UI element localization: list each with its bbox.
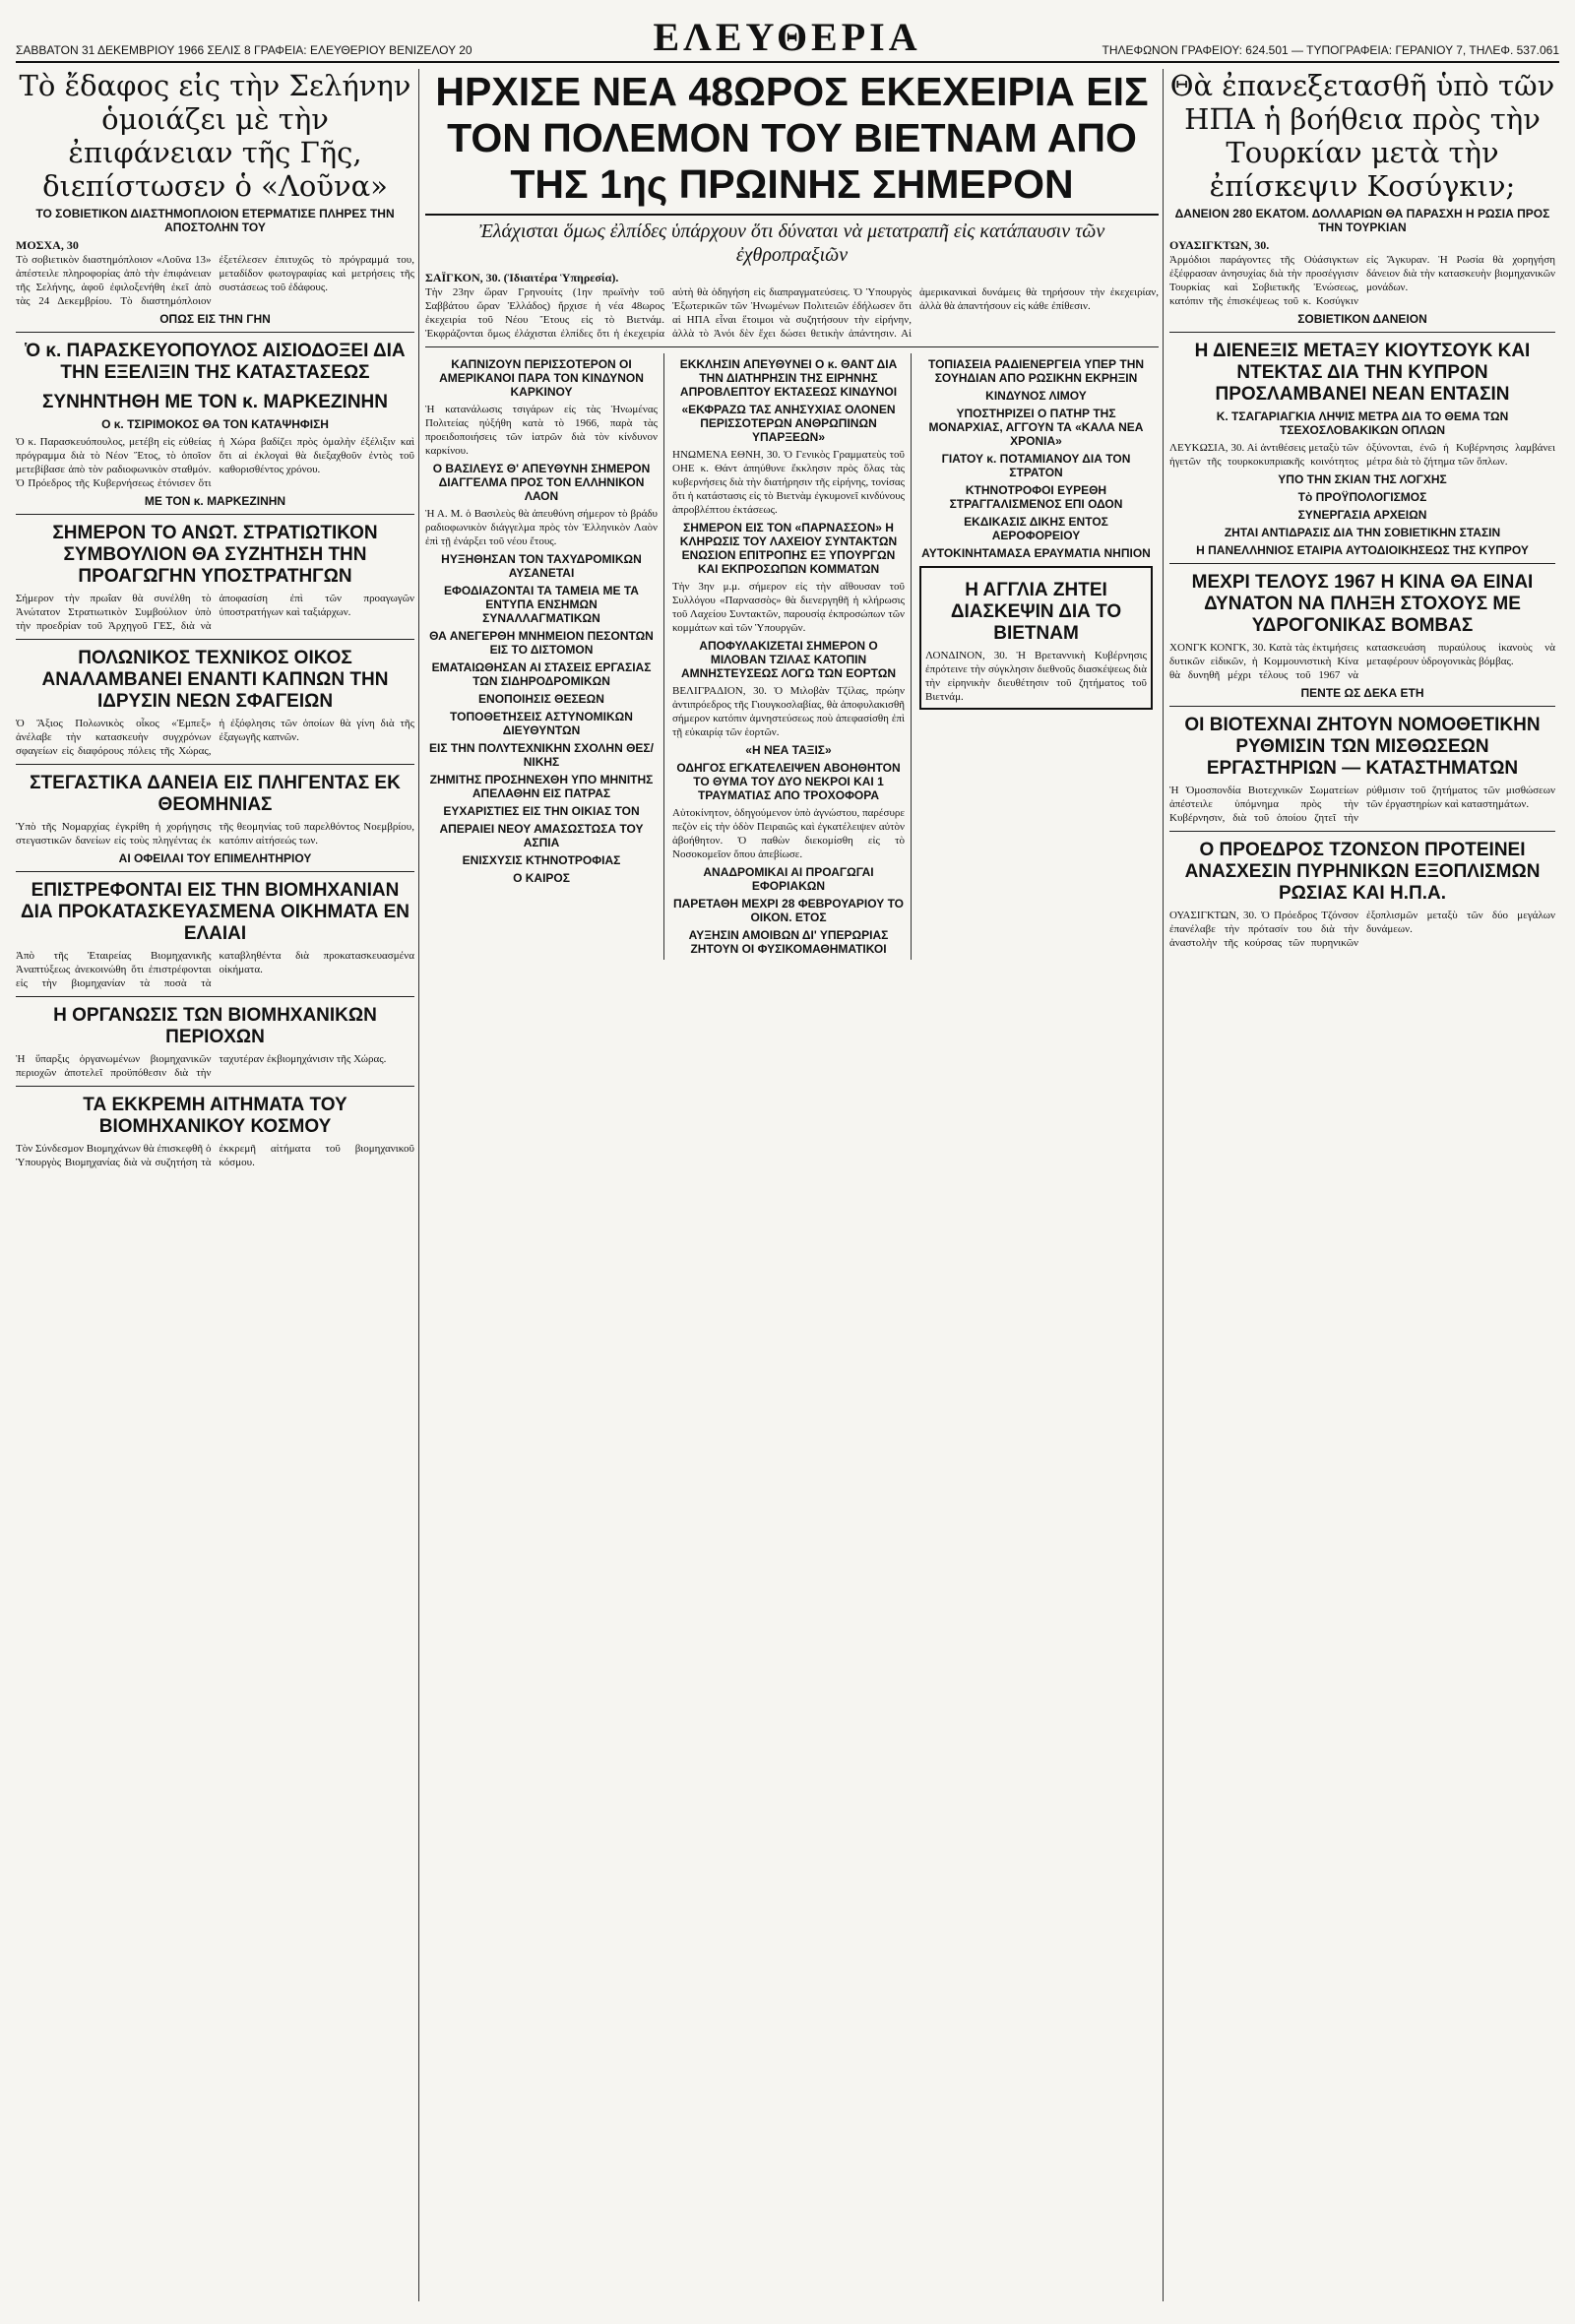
djilas-text: ΒΕΛΙΓΡΑΔΙΟΝ, 30. Ὁ Μιλοβὰν Τζίλας, πρώην ἀντιπρόεδρος τῆς Γιουγκοσλαβίας, θὰ ἀποφυλακισθῆ σήμερον κατόπιν ἀμνηστεύσεως ποὺ ἀπεφασίσθη ἐπὶ τῇ εὐκαιρίᾳ τῶν ἑορτῶν.	[672, 685, 905, 738]
military-council-headline: ΣΗΜΕΡΟΝ ΤΟ ΑΝΩΤ. ΣΤΡΑΤΙΩΤΙΚΟΝ ΣΥΜΒΟΥΛΙΟΝ ΘΑ ΣΥΖΗΤΗΣΗ ΤΗΝ ΠΡΟΑΓΩΓΗΝ ΥΠΟΣΤΡΑΤΗΓΩΝ	[52, 523, 378, 587]
johnson-text: ΟΥΑΣΙΓΚΤΩΝ, 30. Ὁ Πρόεδρος Τζόνσον ἐπανέλαβε τὴν πρότασίν του διὰ τὴν ἀναστολὴν τῆς κούρσας τῶν πυρηνικῶν ἐξοπλισμῶν μεταξὺ τῶν δύο μεγάλων δυνάμεων.	[1169, 910, 1555, 949]
smoking-text: Ἡ κατανάλωσις τσιγάρων εἰς τὰς Ἡνωμένας Πολιτείας ηὐξήθη κατὰ τὸ 1966, παρὰ τὰς προειδοποιήσεις τῶν ἰατρῶν διὰ τὸν κίνδυνον καρκίνου.	[425, 404, 658, 457]
markezinis-crosshead: ΜΕ ΤΟΝ κ. ΜΑΡΚΕΖΙΝΗΝ	[144, 494, 286, 508]
newspaper-page	[16, 12, 1559, 2300]
cyprus-dispute-headline: Η ΔΙΕΝΕΞΙΣ ΜΕΤΑΞΥ ΚΙΟΥΤΣΟΥΚ ΚΑΙ ΝΤΕΚΤΑΣ ΔΙΑ ΤΗΝ ΚΥΠΡΟΝ ΠΡΟΣΛΑΜΒΑΝΕΙ ΝΕΑΝ ΕΝΤΑΣΙΝ	[1194, 341, 1531, 405]
polish-firm-headline: ΠΟΛΩΝΙΚΟΣ ΤΕΧΝΙΚΟΣ ΟΙΚΟΣ ΑΝΑΛΑΜΒΑΝΕΙ ΕΝΑΝΤΙ ΚΑΠΝΩΝ ΤΗΝ ΙΔΡΥΣΙΝ ΝΕΩΝ ΣΦΑΓΕΙΩΝ	[41, 648, 389, 712]
industrial-areas-text: Ἡ ὕπαρξις ὀργανωμένων βιομηχανικῶν περιοχῶν ἀποτελεῖ προϋπόθεσιν διὰ τὴν ταχυτέραν ἐκβιομηχάνισιν τῆς Χώρας.	[16, 1053, 387, 1079]
soviet-stance-subhead: ΖΗΤΑΙ ΑΝΤΙΔΡΑΣΙΣ ΔΙΑ ΤΗΝ ΣΟΒΙΕΤΙΚΗΝ ΣΤΑΣΙΝ	[1224, 526, 1501, 539]
djilas-subhead: «Η ΝΕΑ ΤΑΞΙΣ»	[745, 743, 832, 757]
military-council-text: Σήμερον τὴν πρωΐαν θὰ συνέλθη τὸ Ἀνώτατον Στρατιωτικὸν Συμβούλιον ὑπὸ τὴν προεδρίαν τοῦ Ἀρχηγοῦ ΓΕΣ, διὰ νὰ ἀποφασίση ἐπὶ τῶν προαγωγῶν ὑποστρατήγων καὶ ταξιάρχων.	[16, 593, 414, 632]
industry-demands-headline: ΤΑ ΕΚΚΡΕΜΗ ΑΙΤΗΜΑΤΑ ΤΟΥ ΒΙΟΜΗΧΑΝΙΚΟΥ ΚΟΣΜΟΥ	[83, 1095, 347, 1137]
center-lower-block	[425, 353, 1159, 960]
thant-text: ΗΝΩΜΕΝΑ ΕΘΝΗ, 30. Ὁ Γενικὸς Γραμματεὺς τοῦ ΟΗΕ κ. Θάντ ἀπηύθυνε ἔκκλησιν πρὸς ὅλας τὰς κυβερνήσεις διὰ τὴν διατήρησιν τῆς εἰρήνης, τονίσας ὅτι ἡ κατάστασις εἰς τὸ Βιετνὰμ ἐγκυμονεῖ κινδύνους ἀπροβλέπτου ἐκτάσεως.	[672, 449, 905, 516]
china-hbomb-headline: ΜΕΧΡΙ ΤΕΛΟΥΣ 1967 Η ΚΙΝΑ ΘΑ ΕΙΝΑΙ ΔΥΝΑΤΟΝ ΝΑ ΠΛΗΞΗ ΣΤΟΧΟΥΣ ΜΕ ΥΔΡΟΓΟΝΙΚΑΣ ΒΟΜΒΑΣ	[1191, 572, 1534, 636]
vietnam-truce-text: Τὴν 23ην ὥραν Γρηνουίτς (1ην πρωϊνὴν τοῦ Σαββάτου ὥραν Ἑλλάδος) ἤρχισε ἡ νέα 48ωρος ἐκεχειρία τοῦ Νέου Ἔτους εἰς τὸ Βιετνάμ. Ἐκφράζονται ὅμως ἐλάχισται ἐλπίδες ὅτι ἡ ἐκεχειρία αὐτὴ θὰ ὁδηγήση εἰς διαπραγματεύσεις. Ὁ Ὑπουργὸς Ἐξωτερικῶν τῶν Ἡνωμένων Πολιτειῶν ἐδήλωσεν ὅτι αἱ ΗΠΑ εἶναι ἕτοιμοι νὰ συζητήσουν τὴν εἰρήνην, ἀλλὰ τὸ Ἀνόι δὲν ἔχει δώσει θετικὴν ἀπάντησιν. Αἱ ἀμερικανικαὶ δυνάμεις θὰ τηρήσουν τὴν ἐκεχειρίαν, ἀλλὰ θὰ ἀπαντήσουν εἰς κάθε ἐπίθεσιν.	[425, 286, 1159, 340]
memorial-headline: ΘΑ ΑΝΕΓΕΡΘΗ ΜΝΗΜΕΙΟΝ ΠΕΣΟΝΤΩΝ ΕΙΣ ΤΟ ΔΙΣΤΟΜΟΝ	[429, 629, 654, 657]
smoking-headline: ΚΑΠΝΙΖΟΥΝ ΠΕΡΙΣΣΟΤΕΡΟΝ ΟΙ ΑΜΕΡΙΚΑΝΟΙ ΠΑΡΑ ΤΟΝ ΚΙΝΔΥΝΟΝ ΚΑΡΚΙΝΟΥ	[439, 357, 644, 399]
cooperation-subhead: ΣΥΝΕΡΓΑΣΙΑ ΑΡΧΕΙΩΝ	[1297, 508, 1427, 522]
thanks-headline: ΕΥΧΑΡΙΣΤΙΕΣ ΕΙΣ ΤΗΝ ΟΙΚΙΑΣ ΤΟΝ	[443, 804, 640, 818]
fiscal-year-headline: ΠΑΡΕΤΑΘΗ ΜΕΧΡΙ 28 ΦΕΒΡΟΥΑΡΙΟΥ ΤΟ ΟΙΚΟΝ. ΕΤΟΣ	[672, 897, 905, 924]
overtime-subhead: ΑΥΞΗΣΙΝ ΑΜΟΙΒΩΝ ΔΙ' ΥΠΕΡΩΡΙΑΣ ΖΗΤΟΥΝ ΟΙ ΦΥΣΙΚΟΜΑΘΗΜΑΤΙΚΟΙ	[688, 928, 889, 956]
king-address-text: Ἡ Α. Μ. ὁ Βασιλεὺς θὰ ἀπευθύνη σήμερον τὸ βράδυ ραδιοφωνικὸν διάγγελμα πρὸς τὸν Ἑλληνικὸν Λαὸν ἐπὶ τῇ ἐνάρξει τοῦ νέου ἔτους.	[425, 508, 658, 547]
shadow-subhead: ΥΠΟ ΤΗΝ ΣΚΙΑΝ ΤΗΣ ΛΟΓΧΗΣ	[1278, 472, 1447, 486]
artisans-headline: ΟΙ ΒΙΟΤΕΧΝΑΙ ΖΗΤΟΥΝ ΝΟΜΟΘΕΤΙΚΗΝ ΡΥΘΜΙΣΙΝ ΤΩΝ ΜΙΣΘΩΣΕΩΝ ΕΡΓΑΣΤΗΡΙΩΝ — ΚΑΤΑΣΤΗΜΑΤΩΝ	[1184, 715, 1541, 779]
moon-dateline: ΜΟΣΧΑ, 30	[16, 238, 79, 252]
parnassos-headline: ΣΗΜΕΡΟΝ ΕΙΣ ΤΟΝ «ΠΑΡΝΑΣΣΟΝ» Η ΚΛΗΡΩΣΙΣ ΤΟΥ ΛΑΧΕΙΟΥ ΣΥΝΤΑΚΤΩΝ ΕΝΩΣΙΟΝ ΕΠΙΤΡΟΠΗΣ ΕΞ ΥΠΟΥΡΓΩΝ ΚΑΙ ΕΚΠΡΟΣΩΠΩΝ ΚΟΜΜΑΤΩΝ	[679, 521, 898, 576]
masthead-date-line: ΣΑΒΒΑΤΟΝ 31 ΔΕΚΕΜΒΡΙΟΥ 1966 ΣΕΛΙΣ 8 ΓΡΑΦΕΙΑ: ΕΛΕΥΘΕΡΙΟΥ ΒΕΝΙΖΕΛΟΥ 20	[16, 43, 472, 57]
postal-headline: ΗΥΞΗΘΗΣΑΝ ΤΟΝ ΤΑΧΥΔΡΟΜΙΚΩΝ ΑΥΣΑΝΕΤΑΙ	[441, 552, 642, 580]
czech-arms-subhead: Κ. ΤΣΑΓΑΡΙΑΓΚΙΑ ΛΗΨΙΣ ΜΕΤΡΑ ΔΙΑ ΤΟ ΘΕΜΑ ΤΩΝ ΤΣΕΧΟΣΛΟΒΑΚΙΚΩΝ ΟΠΛΩΝ	[1216, 409, 1509, 437]
center-sub-column-2	[672, 353, 912, 960]
paraskevopoulos-text: Ὁ κ. Παρασκευόπουλος, μετέβη εἰς εὐθείας πρόγραμμα διὰ τὸ Νέον Ἔτος, τὸ ὁποῖον μετεβίβασε ἀπὸ τὸν ραδιοφωνικὸν σταθμόν. Ὁ Πρόεδρος τῆς Κυβερνήσεως ἐτόνισεν ὅτι ἡ Χώρα βαδίζει πρὸς ὁμαλὴν ἐξέλιξιν καὶ ὅτι αἱ ἐκλογαὶ θὰ διεξαχθοῦν ἐντὸς τοῦ καθορισθέντος χρόνου.	[16, 436, 414, 489]
newspaper-title: ΕΛΕΥΘΕΡΙΑ	[653, 15, 921, 59]
king-address-headline: Ο ΒΑΣΙΛΕΥΣ Θ' ΑΠΕΥΘΥΝΗ ΣΗΜΕΡΟΝ ΔΙΑΓΓΕΛΜΑ ΠΡΟΣ ΤΟΝ ΕΛΛΗΝΙΚΟΝ ΛΑΟΝ	[432, 462, 651, 503]
moon-headline: Τὸ ἔδαφος εἰς τὴν Σελήνην ὁμοιάζει μὲ τὴν ἐπιφάνειαν τῆς Γῆς, διεπίστωσεν ὁ «Λοῦνα»	[19, 69, 411, 203]
right-column	[1169, 69, 1559, 2301]
five-ten-years-subhead: ΠΕΝΤΕ ΩΣ ΔΕΚΑ ΕΤΗ	[1300, 686, 1424, 700]
thant-headline: ΕΚΚΛΗΣΙΝ ΑΠΕΥΘΥΝΕΙ Ο κ. ΘΑΝΤ ΔΙΑ ΤΗΝ ΔΙΑΤΗΡΗΣΙΝ ΤΗΣ ΕΙΡΗΝΗΣ ΑΠΡΟΒΛΕΠΤΟΥ ΕΚΤΑΣΕΩΣ ΚΙΝΔΥΝΟΙ	[679, 357, 898, 399]
funds-headline: ΕΦΟΔΙΑΖΟΝΤΑΙ ΤΑ ΤΑΜΕΙΑ ΜΕ ΤΑ ΕΝΤΥΠΑ ΕΝΣΗΜΩΝ ΣΥΝΑΛΛΑΓΜΑΤΙΚΩΝ	[444, 584, 639, 625]
potamianos-headline: ΓΙΑΤΟΥ κ. ΠΟΤΑΜΙΑΝΟΥ ΔΙΑ ΤΟΝ ΣΤΡΑΤΟΝ	[941, 452, 1131, 479]
prefab-housing-text: Ἀπὸ τῆς Ἑταιρείας Βιομηχανικῆς Ἀναπτύξεως ἀνεκοινώθη ὅτι ἐπιστρέφονται εἰς τὴν βιομηχανίαν τὰ ποσὰ τὰ καταβληθέντα διὰ προκατασκευασμένα οἰκήματα.	[16, 950, 414, 989]
budget-subhead: Τὸ ΠΡΟΫΠΟΛΟΓΙΣΜΟΣ	[1297, 490, 1427, 504]
posts-merge-headline: ΕΝΟΠΟΙΗΣΙΣ ΘΕΣΕΩΝ	[478, 692, 604, 706]
chamber-debts-subhead: ΑΙ ΟΦΕΙΛΑΙ ΤΟΥ ΕΠΙΜΕΛΗΤΗΡΙΟΥ	[118, 851, 312, 865]
railway-headline: ΕΜΑΤΑΙΩΘΗΣΑΝ ΑΙ ΣΤΑΣΕΙΣ ΕΡΓΑΣΙΑΣ ΤΩΝ ΣΙΔΗΡΟΔΡΟΜΙΚΩΝ	[431, 660, 652, 688]
polish-firm-text: Ὁ Ἄξιος Πολωνικὸς οἶκος «Ἐμπεξ» ἀνέλαβε τὴν κατασκευὴν συγχρόνων σφαγείων εἰς διαφόρους πόλεις τῆς Χώρας, ἡ ἐξόφλησις τῶν ὁποίων θὰ γίνη διὰ τῆς ἐξαγωγῆς καπνῶν.	[16, 718, 414, 757]
markezinis-subheadline: ΣΥΝΗΝΤΗΘΗ ΜΕ ΤΟΝ κ. ΜΑΡΚΕΖΙΝΗΝ	[42, 392, 388, 412]
page-columns	[16, 69, 1559, 2301]
masthead	[16, 12, 1559, 63]
patras-headline: ΖΗΜΙΤΗΣ ΠΡΟΣΗΝΕΧΘΗ ΥΠΟ ΜΗΝΙΤΗΣ ΑΠΕΛΑΘΗΝ ΕΙΣ ΠΑΤΡΑΣ	[429, 773, 654, 800]
vietnam-truce-deck: Ἐλάχισται ὅμως ἐλπίδες ὑπάρχουν ὅτι δύναται νὰ μετατραπῆ εἰς κατάπαυσιν τῶν ἐχθροπραξιῶν	[478, 220, 1105, 266]
artisans-text: Ἡ Ὁμοσπονδία Βιοτεχνικῶν Σωματείων ἀπέστειλε ὑπόμνημα πρὸς τὴν Κυβέρνησιν, διὰ τοῦ ὁποίου ζητεῖ τὴν ρύθμισιν τοῦ ζητήματος τῶν μισθώσεων τῶν ἐργαστηρίων καὶ καταστημάτων.	[1169, 785, 1555, 824]
us-turkey-dateline: ΟΥΑΣΙΓΚΤΩΝ, 30.	[1169, 238, 1270, 252]
livestock-headline: ΕΝΙΣΧΥΣΙΣ ΚΤΗΝΟΤΡΟΦΙΑΣ	[462, 853, 621, 867]
center-column	[425, 69, 1164, 2301]
car-injury-headline: ΑΥΤΟΚΙΝΗΤΑΜΑΣΑ ΕΡΑΥΜΑΤΙΑ ΝΗΠΙΟΝ	[921, 546, 1151, 560]
polytechnic-headline: ΕΙΣ ΤΗΝ ΠΟΛΥΤΕΧΝΙΚΗΝ ΣΧΟΛΗΝ ΘΕΣ/ΝΙΚΗΣ	[429, 741, 654, 769]
us-turkey-text: Ἁρμόδιοι παράγοντες τῆς Οὐάσιγκτων ἐξέφρασαν ἀνησυχίας διὰ τὴν προσέγγισιν Τουρκίας καὶ Σοβιετικῆς Ἑνώσεως, κατόπιν τῆς ἐπισκέψεως τοῦ κ. Κοσύγκιν εἰς Ἄγκυραν. Ἡ Ρωσία θὰ χορηγήση δάνειον διὰ τὴν κατασκευὴν βιομηχανικῶν μονάδων.	[1169, 254, 1555, 307]
moon-article-text: Τὸ σοβιετικὸν διαστημόπλοιον «Λοῦνα 13» ἀπέστειλε πληροφορίας ἀπὸ τὴν ἐπιφάνειαν τῆς Σελήνης, ἀφοῦ ἐφιλοξενήθη ἐκεῖ ἀπὸ τὰς 24 Δεκεμβρίου. Τὸ διαστημόπλοιον ἐξετέλεσεν ἐπιτυχῶς τὸ πρόγραμμά του, μεταδίδον φωτογραφίας καὶ μετρήσεις τῆς συστάσεως τοῦ ἐδάφους.	[16, 254, 414, 307]
vietnam-truce-dateline: ΣΑΪΓΚΟΝ, 30. (Ἰδιαιτέρα Ὑπηρεσία).	[425, 271, 619, 284]
tsirimokos-subhead: Ο κ. ΤΣΙΡΙΜΟΚΟΣ ΘΑ ΤΟΝ ΚΑΤΑΨΗΦΙΣΗ	[101, 417, 329, 431]
herder-headline: ΚΤΗΝΟΤΡΟΦΟΙ ΕΥΡΕΘΗ ΣΤΡΑΓΓΑΛΙΣΜΕΝΟΣ ΕΠΙ ΟΔΟΝ	[949, 483, 1123, 511]
industry-demands-text: Τὸν Σύνδεσμον Βιομηχάνων θὰ ἐπισκεφθῆ ὁ Ὑπουργὸς Βιομηχανίας διὰ νὰ συζητήση τὰ ἐκκρεμῆ αἰτήματα τοῦ βιομηχανικοῦ κόσμου.	[16, 1143, 414, 1168]
hit-and-run-text: Αὐτοκίνητον, ὁδηγούμενον ὑπὸ ἀγνώστου, παρέσυρε πεζὸν εἰς τὴν ὁδὸν Πειραιῶς καὶ ἐγκατέλειψεν αὐτὸν ἀβοήθητον. Ὁ παθὼν διεκομίσθη εἰς τὸ Νοσοκομεῖον ὅπου ἀπεβίωσε.	[672, 807, 905, 860]
vietnam-truce-headline: ΗΡΧΙΣΕ ΝΕΑ 48ΩΡΟΣ ΕΚΕΧΕΙΡΙΑ ΕΙΣ ΤΟΝ ΠΟΛΕΜΟΝ ΤΟΥ ΒΙΕΤΝΑΜ ΑΠΟ ΤΗΣ 1ης ΠΡΩΙΝΗΣ ΣΗΜΕΡΟΝ	[425, 69, 1159, 216]
cyprus-dispute-text: ΛΕΥΚΩΣΙΑ, 30. Αἱ ἀντιθέσεις μεταξὺ τῶν ἡγετῶν τῆς τουρκοκυπριακῆς κοινότητος ὀξύνονται, ἐνῶ ἡ Κυβέρνησις λαμβάνει μέτρα διὰ τὸ ζήτημα τῶν ὅπλων.	[1169, 442, 1555, 468]
left-column	[16, 69, 419, 2301]
housing-loans-headline: ΣΤΕΓΑΣΤΙΚΑ ΔΑΝΕΙΑ ΕΙΣ ΠΛΗΓΕΝΤΑΣ ΕΚ ΘΕΟΜΗΝΙΑΣ	[30, 773, 401, 815]
uk-vietnam-box	[919, 566, 1153, 710]
housing-loans-text: Ὑπὸ τῆς Νομαρχίας ἐγκρίθη ἡ χορήγησις στεγαστικῶν δανείων εἰς τοὺς πληγέντας ἐκ τῆς θεομηνίας τοῦ παρελθόντος Νοεμβρίου, κατόπιν αἰτήσεώς των.	[16, 821, 414, 847]
parnassos-text: Τὴν 3ην μ.μ. σήμερον εἰς τὴν αἴθουσαν τοῦ Συλλόγου «Παρνασσὸς» θὰ διενεργηθῆ ἡ κλήρωσις τοῦ Λαχείου Συντακτῶν, παρουσίᾳ ἐκπροσώπων τῶν κομμάτων καὶ τῶν Ὑπουργῶν.	[672, 581, 905, 634]
center-sub-column-3	[919, 353, 1159, 960]
china-hbomb-text: ΧΟΝΓΚ ΚΟΝΓΚ, 30. Κατὰ τὰς ἐκτιμήσεις δυτικῶν εἰδικῶν, ἡ Κομμουνιστικὴ Κίνα θὰ δυνηθῆ μέχρι τέλους τοῦ 1967 νὰ κατασκευάση πυραύλους ἱκανοὺς νὰ μεταφέρουν ὑδρογονικὰς βόμβας.	[1169, 642, 1555, 681]
uk-vietnam-headline: Η ΑΓΓΛΙΑ ΖΗΤΕΙ ΔΙΑΣΚΕΨΙΝ ΔΙΑ ΤΟ ΒΙΕΤΝΑΜ	[950, 580, 1122, 644]
aspia-headline: ΑΠΕΡΑΙΕΙ ΝΕΟΥ ΑΜΑΣΩΣΤΩΣΑ ΤΟΥ ΑΣΠΙΑ	[439, 822, 644, 849]
hit-and-run-headline: ΟΔΗΓΟΣ ΕΓΚΑΤΕΛΕΙΨΕΝ ΑΒΟΗΘΗΤΟΝ ΤΟ ΘΥΜΑ ΤΟΥ ΔΥΟ ΝΕΚΡΟΙ ΚΑΙ 1 ΤΡΑΥΜΑΤΙΑΣ ΑΠΟ ΤΡΟΧΟΦΟΡΑ	[676, 761, 901, 802]
soviet-loan-deck: ΔΑΝΕΙΟΝ 280 ΕΚΑΤΟΜ. ΔΟΛΛΑΡΙΩΝ ΘΑ ΠΑΡΑΣΧΗ Η ΡΩΣΙΑ ΠΡΟΣ ΤΗΝ ΤΟΥΡΚΙΑΝ	[1174, 207, 1550, 234]
paraskevopoulos-headline: Ὁ κ. ΠΑΡΑΣΚΕΥΟΠΟΥΛΟΣ ΑΙΣΙΟΔΟΞΕΙ ΔΙΑ ΤΗΝ ΕΞΕΛΙΞΙΝ ΤΗΣ ΚΑΤΑΣΤΑΣΕΩΣ	[25, 341, 406, 383]
prefab-housing-headline: ΕΠΙΣΤΡΕΦΟΝΤΑΙ ΕΙΣ ΤΗΝ ΒΙΟΜΗΧΑΝΙΑΝ ΔΙΑ ΠΡΟΚΑΤΑΣΚΕΥΑΣΜΕΝΑ ΟΙΚΗΜΑΤΑ ΕΝ ΕΛΑΙΑΙ	[20, 880, 410, 944]
thant-deck: «ΕΚΦΡΑΖΩ ΤΑΣ ΑΝΗΣΥΧΙΑΣ ΟΛΟΝΕΝ ΠΕΡΙΣΣΟΤΕΡΩΝ ΑΝΘΡΩΠΙΝΩΝ ΥΠΑΡΞΕΩΝ»	[681, 403, 896, 444]
industrial-areas-headline: Η ΟΡΓΑΝΩΣΙΣ ΤΩΝ ΒΙΟΜΗΧΑΝΙΚΩΝ ΠΕΡΙΟΧΩΝ	[53, 1005, 377, 1047]
moon-subhead: ΟΠΩΣ ΕΙΣ ΤΗΝ ΓΗΝ	[159, 312, 271, 326]
center-sub-column-1	[425, 353, 664, 960]
moon-deck: ΤΟ ΣΟΒΙΕΤΙΚΟΝ ΔΙΑΣΤΗΜΟΠΛΟΙΟΝ ΕΤΕΡΜΑΤΙΣΕ ΠΛΗΡΕΣ ΤΗΝ ΑΠΟΣΤΟΛΗΝ ΤΟΥ	[35, 207, 395, 234]
soviet-loan-subhead: ΣΟΒΙΕΤΙΚΟΝ ΔΑΝΕΙΟΝ	[1297, 312, 1427, 326]
famine-subhead: ΚΙΝΔΥΝΟΣ ΛΙΜΟΥ	[985, 389, 1087, 403]
us-turkey-aid-headline: Θὰ ἐπανεξετασθῆ ὑπὸ τῶν ΗΠΑ ἡ βοήθεια πρὸς τὴν Τουρκίαν μετὰ τὴν ἐπίσκεψιν Κοσύγκιν;	[1169, 69, 1555, 203]
police-headline: ΤΟΠΟΘΕΤΗΣΕΙΣ ΑΣΤΥΝΟΜΙΚΩΝ ΔΙΕΥΘΥΝΤΩΝ	[450, 710, 633, 737]
tax-promotions-headline: ΑΝΑΔΡΟΜΙΚΑΙ ΑΙ ΠΡΟΑΓΩΓΑΙ ΕΦΟΡΙΑΚΩΝ	[703, 865, 874, 893]
weather-headline: Ο ΚΑΙΡΟΣ	[513, 871, 570, 885]
johnson-headline: Ο ΠΡΟΕΔΡΟΣ ΤΖΟΝΣΟΝ ΠΡΟΤΕΙΝΕΙ ΑΝΑΣΧΕΣΙΝ ΠΥΡΗΝΙΚΩΝ ΕΞΟΠΛΙΣΜΩΝ ΡΩΣΙΑΣ ΚΑΙ Η.Π.Α.	[1184, 840, 1541, 904]
self-government-subhead: Η ΠΑΝΕΛΛΗΝΙΟΣ ΕΤΑΙΡΙΑ ΑΥΤΟΔΙΟΙΚΗΣΕΩΣ ΤΗΣ ΚΥΠΡΟΥ	[1196, 543, 1529, 557]
airborne-trial-headline: ΕΚΔΙΚΑΣΙΣ ΔΙΚΗΣ ΕΝΤΟΣ ΑΕΡΟΦΟΡΕΙΟΥ	[964, 515, 1108, 542]
djilas-headline: ΑΠΟΦΥΛΑΚΙΖΕΤΑΙ ΣΗΜΕΡΟΝ Ο ΜΙΛΟΒΑΝ ΤΖΙΛΑΣ ΚΑΤΟΠΙΝ ΑΜΝΗΣΤΕΥΣΕΩΣ ΛΟΓΩ ΤΩΝ ΕΟΡΤΩΝ	[680, 639, 897, 680]
radioactivity-headline: ΤΟΠΙΑΣΕΙΑ ΡΑΔΙΕΝΕΡΓΕΙΑ ΥΠΕΡ ΤΗΝ ΣΟΥΗΔΙΑΝ ΑΠΟ ΡΩΣΙΚΗΝ ΕΚΡΗΞΙΝ	[927, 357, 1145, 385]
uk-vietnam-text: ΛΟΝΔΙΝΟΝ, 30. Ἡ Βρεταννικὴ Κυβέρνησις ἐπρότεινε τὴν σύγκλησιν διεθνοῦς διασκέψεως διὰ τὴν εἰρηνικὴν διευθέτησιν τοῦ ζητήματος τοῦ Βιετνάμ.	[925, 650, 1147, 703]
masthead-contact-line: ΤΗΛΕΦΩΝΟΝ ΓΡΑΦΕΙΟΥ: 624.501 — ΤΥΠΟΓΡΑΦΕΙΑ: ΓΕΡΑΝΙΟΥ 7, ΤΗΛΕΦ. 537.061	[1102, 43, 1559, 57]
priest-headline: ΥΠΟΣΤΗΡΙΖΕΙ Ο ΠΑΤΗΡ ΤΗΣ ΜΟΝΑΡΧΙΑΣ, ΑΓΓΟΥΝ ΤΑ «ΚΑΛΑ ΝΕΑ ΧΡΟΝΙΑ»	[928, 407, 1144, 448]
